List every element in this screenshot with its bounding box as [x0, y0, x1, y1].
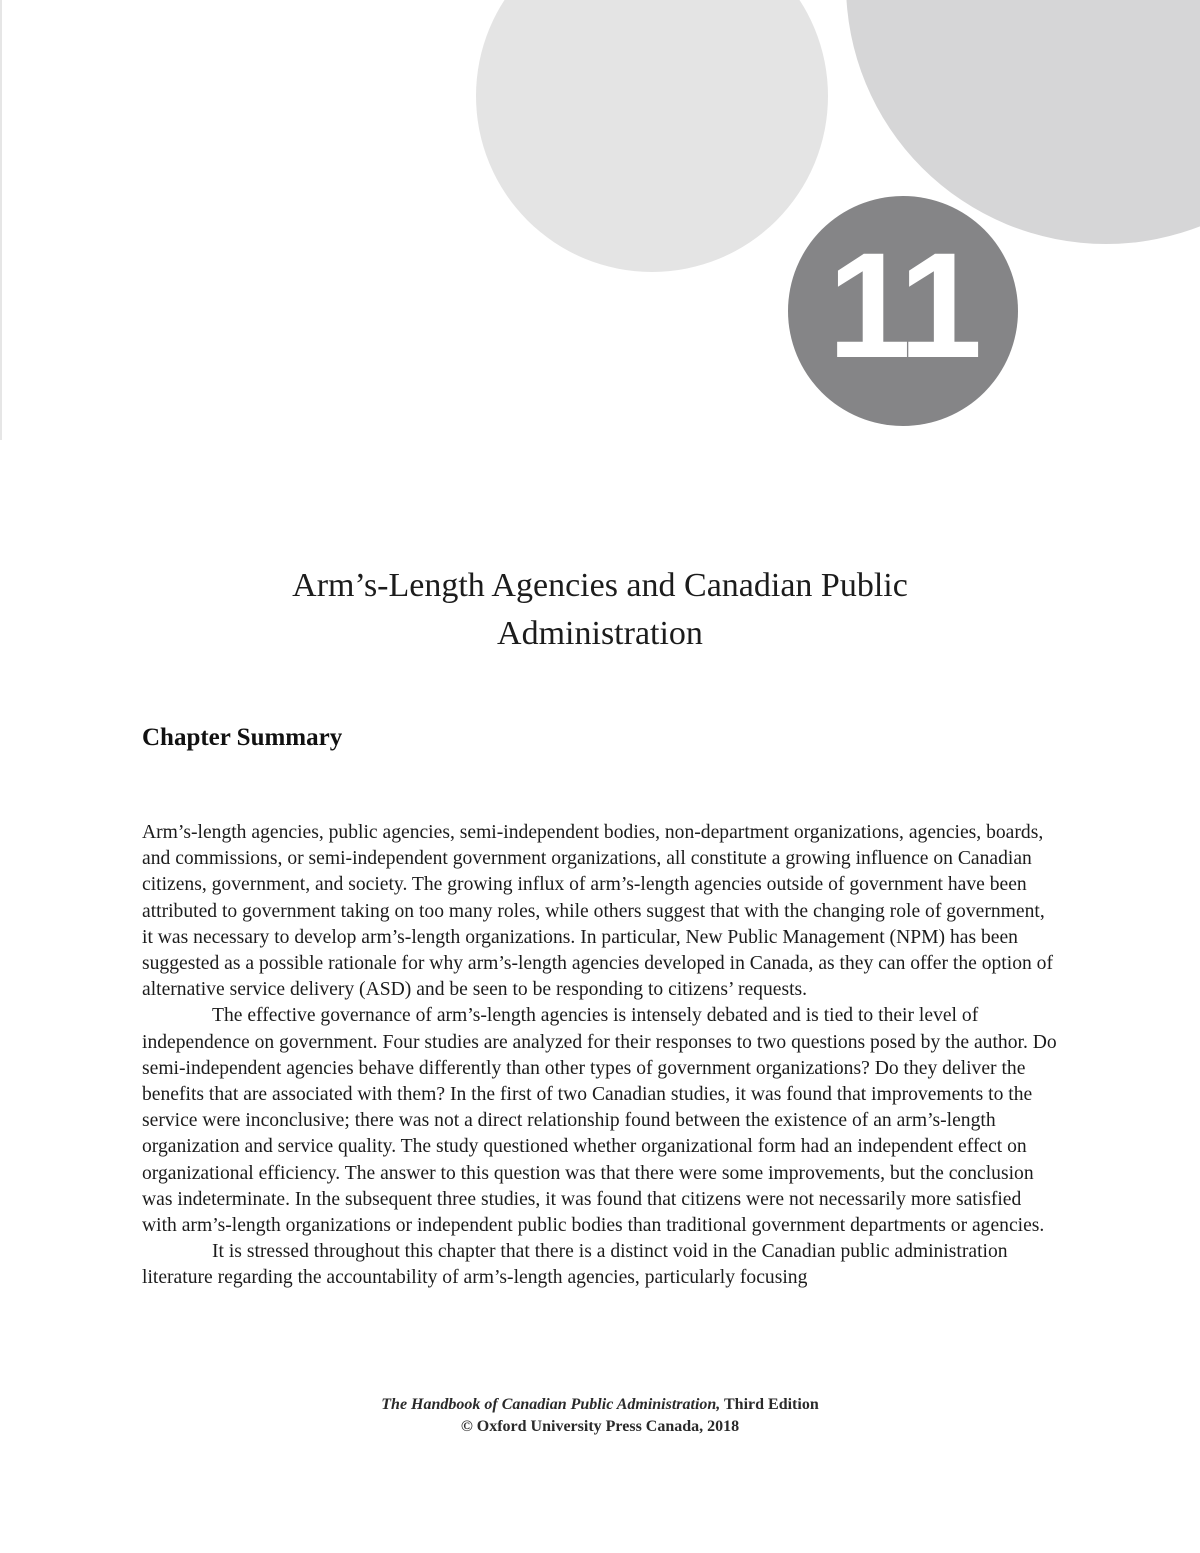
footer-citation [150, 1394, 1050, 1416]
page-footer [150, 1394, 1050, 1438]
chapter-title-line-2: Administration [497, 615, 703, 652]
summary-paragraph-2: The effective governance of arm’s-length agencies is intensely debated and is tied to their level of independence on government. Four studies are analyzed for their responses to two questions posed by the author. Do semi-independent agencies behave differently than other types of government organizations? Do they deliver the benefits that are associated with them? In the first of two Canadian studies, it was found that improvements to the service were inconclusive; there was not a direct relationship found between the existence of an arm’s-length organization and service quality. The study questioned whether organizational form had an independent effect on organizational efficiency. The answer to this question was that there were some improvements, but the conclusion was indeterminate. In the subsequent three studies, it was found that citizens were not necessarily more satisfied with arm’s-length organizations or independent public bodies than traditional government departments or agencies. [142, 1005, 1057, 1237]
chapter-title-line-1: Arm’s-Length Agencies and Canadian Public [292, 567, 908, 604]
chapter-title [150, 562, 1050, 658]
summary-paragraph-1: Arm’s-length agencies, public agencies, semi-independent bodies, non-department organizations, agencies, boards, and commissions, or semi-independent government organizations, all constitute a growing influence on Canadian citizens, government, and society. The growing influx of arm’s-length agencies outside of government have been attributed to government taking on too many roles, while others suggest that with the changing role of government, it was necessary to develop arm’s-length organizations. In particular, New Public Management (NPM) has been suggested as a possible rationale for why arm’s-length agencies developed in Canada, as they can offer the option of alternative service delivery (ASD) and be seen to be responding to citizens’ requests. [142, 822, 1054, 1001]
chapter-number: 11 [827, 221, 979, 389]
footer-copyright: © Oxford University Press Canada, 2018 [460, 1418, 740, 1435]
summary-paragraph-3: It is stressed throughout this chapter that there is a distinct void in the Canadian public administration literature regarding the accountability of arm’s-length agencies, particularly focusing [142, 1241, 1008, 1289]
chapter-summary-heading: Chapter Summary [142, 724, 343, 751]
chapter-summary-body [142, 820, 1060, 1292]
footer-edition: Third Edition [720, 1396, 819, 1413]
page-edge-line [0, 0, 2, 440]
decorative-circle-left [476, 0, 828, 272]
footer-book-title: The Handbook of Canadian Public Administration, [381, 1396, 721, 1413]
chapter-number-badge [788, 196, 1018, 426]
